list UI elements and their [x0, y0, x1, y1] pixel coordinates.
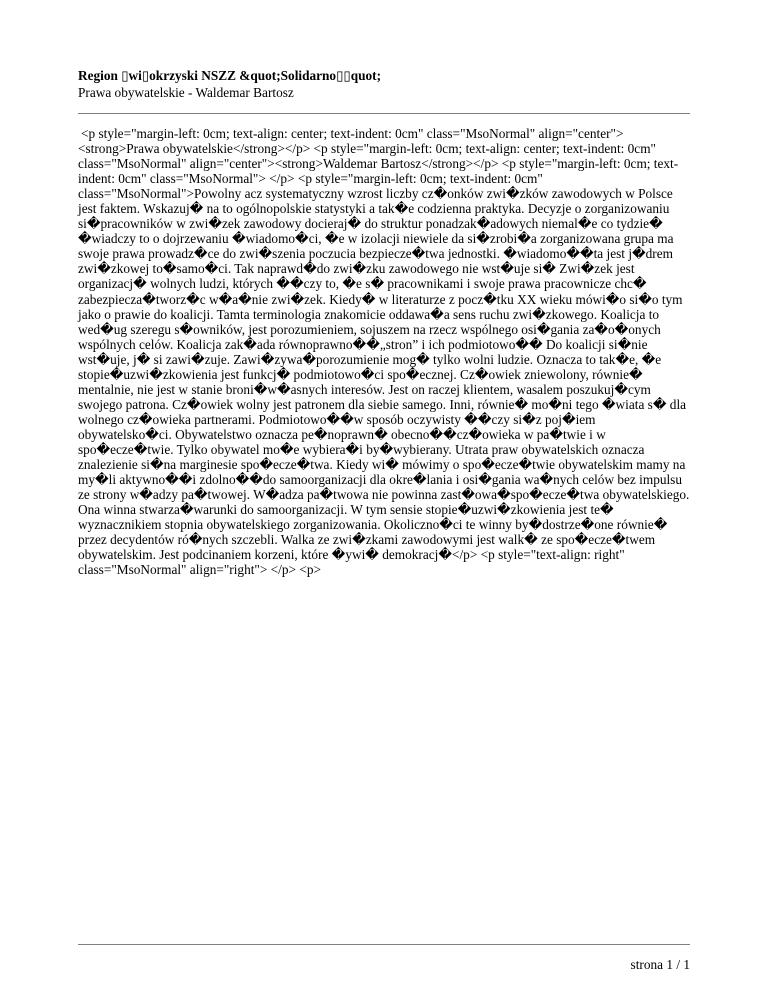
site-title: Region ▯wi▯okrzyski NSZZ &quot;Solidarno▯▯quot;	[78, 68, 382, 83]
header-divider	[78, 113, 690, 114]
page-header	[78, 68, 690, 101]
article-subtitle: Prawa obywatelskie - Waldemar Bartosz	[78, 85, 294, 100]
page-number: strona 1 / 1	[630, 957, 690, 972]
article-body: <p style="margin-left: 0cm; text-align: center; text-indent: 0cm" class="MsoNormal" align="center"><strong>Prawa obywatelskie</strong></p> <p style="margin-left: 0cm; text-align: center; text-indent: 0cm" class="MsoNormal" align="center"><strong>Waldemar Bartosz</strong></p> <p style="margin-left: 0cm; text-indent: 0cm" class="MsoNormal"> </p> <p style="margin-left: 0cm; text-indent: 0cm" class="MsoNormal">Powolny acz systematyczny wzrost liczby cz�onków zwi�zków zawodowych w Polsce jest faktem. Wskazuj� na to ogólnopolskie statystyki a tak�e codzienna praktyka. Decyzje o zorganizowaniu si�pracowników w zwi�zek zawodowy docieraj� do struktur ponadzak�adowych niemal�e co tydzie� �wiadczy to o dojrzewaniu �wiadomo�ci, �e w izolacji niewiele da si�zrobi�a zorganizowana grupa ma swoje prawa prowadz�ce do zwi�szenia poczucia bezpiecze�twa jednostki. �wiadomo��ta jest j�drem zwi�zkowej to�samo�ci. Tak naprawd�do zwi�zku zawodowego nie wst�uje si� Zwi�zek jest organizacj� wolnych ludzi, których ��czy to, �e s� pracownikami i swoje prawa pracownicze chc� zabezpiecza�tworz�c w�a�nie zwi�zek. Kiedy� w literaturze z pocz�tku XX wieku mówi�o si�o tym jako o prawie do koalicji. Tamta terminologia znakomicie oddawa�a sens ruchu zwi�zkowego. Koalicja to wed�ug szeregu s�owników, jest porozumieniem, sojuszem na rzecz wspólnego osi�gania za�o�onych wspólnych celów. Koalicja zak�ada równoprawno��„stron” i ich podmiotowo�� Do koalicji si�nie wst�uje, j� si zawi�zuje. Zawi�zywa�porozumienie mog� tylko wolni ludzie. Oznacza to tak�e, �e stopie�uzwi�zkowienia jest funkcj� podmiotowo�ci spo�ecznej. Cz�owiek zniewolony, równie� mentalnie, nie jest w stanie broni�w�asnych interesów. Jest on raczej klientem, wasalem poszukuj�cym swojego patrona. Cz�owiek wolny jest patronem dla siebie samego. Inni, równie� mo�ni tego �wiata s� dla wolnego cz�owieka partnerami. Podmiotowo��w sposób oczywisty ��czy si�z poj�iem obywatelsko�ci. Obywatelstwo oznacza pe�noprawn� obecno��cz�owieka w pa�twie i w spo�ecze�twie. Tylko obywatel mo�e wybiera�i by�wybierany. Utrata praw obywatelskich oznacza znalezienie si�na marginesie spo�ecze�twa. Kiedy wi� mówimy o spo�ecze�twie obywatelskim mamy na my�li aktywno��i zdolno��do samoorganizacji dla okre�lania i osi�gania wa�nych celów bez impulsu ze strony w�adzy pa�twowej. W�adza pa�twowa nie powinna zast�owa�spo�ecze�twa obywatelskiego. Ona winna stwarza�warunki do samoorganizacji. W tym sensie stopie�uzwi�zkowienia jest te� wyznacznikiem stopnia obywatelskiego zorganizowania. Okoliczno�ci te winny by�dostrze�one równie� przez decydentów ró�nych szczebli. Walka ze zwi�zkami zawodowymi jest walk� ze spo�ecze�twem obywatelskim. Jest podcinaniem korzeni, które �ywi� demokracj�</p> <p style="text-align: right" class="MsoNormal" align="right"> </p> <p>	[78, 126, 690, 578]
footer-divider	[78, 944, 690, 945]
